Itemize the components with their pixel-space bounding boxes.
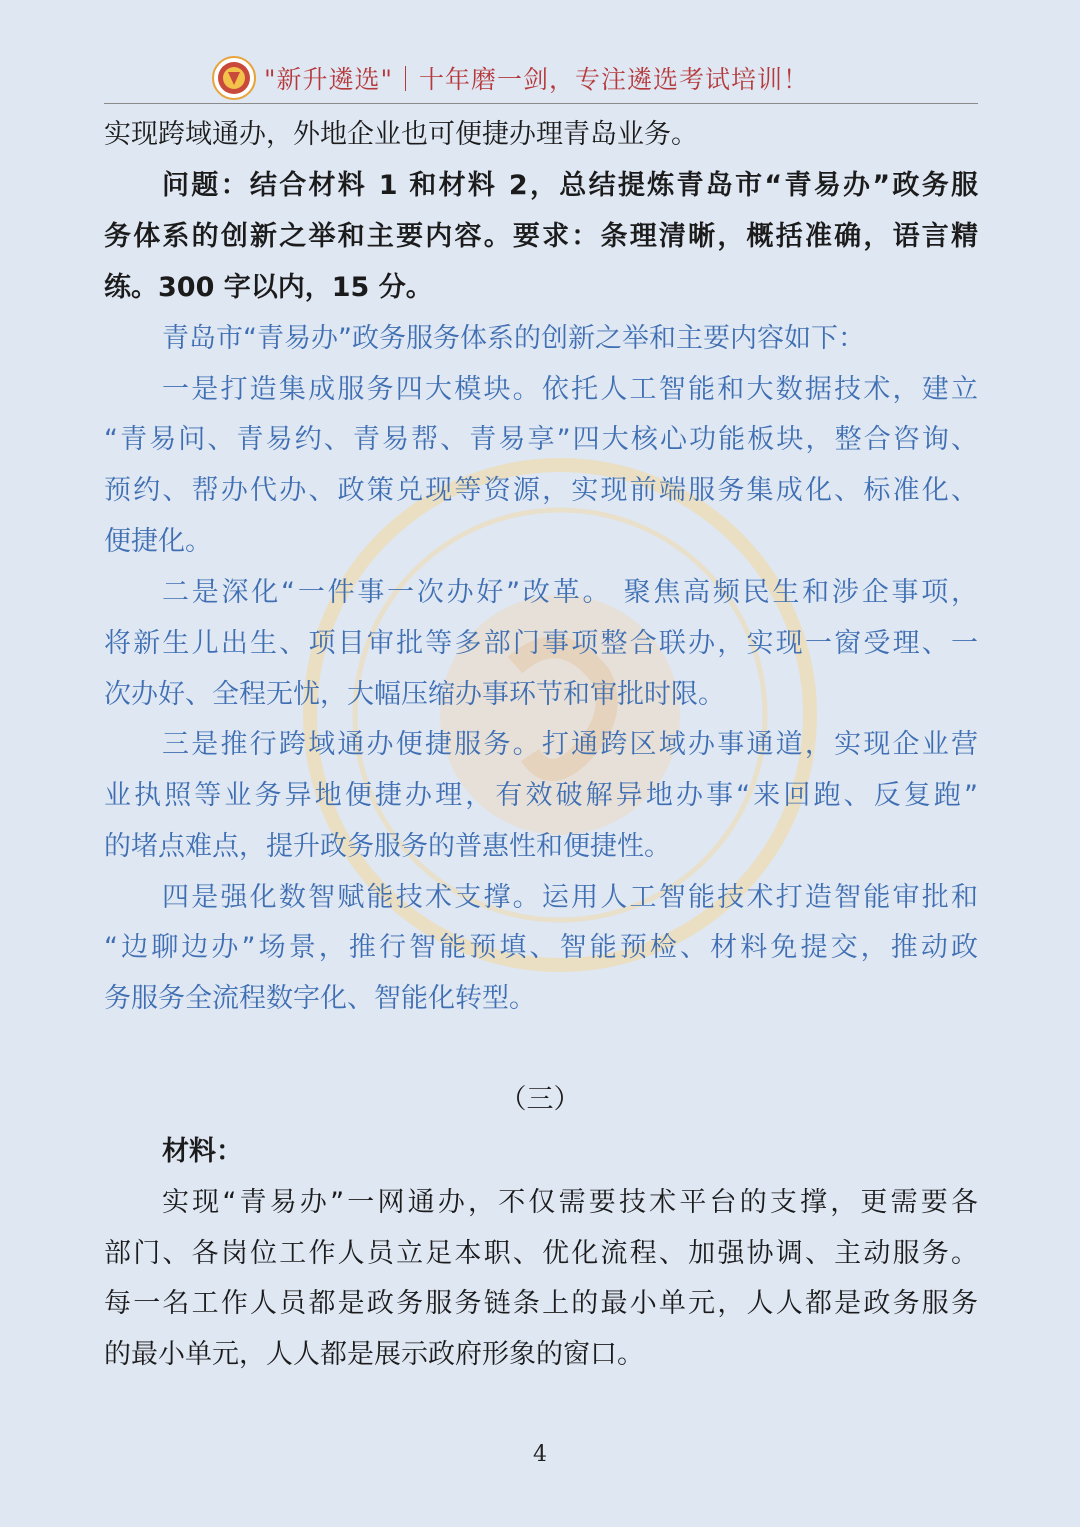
answer-line: 青岛市“青易办”政务服务体系的创新之举和主要内容如下： bbox=[162, 323, 865, 354]
page-number: 4 bbox=[533, 1442, 547, 1467]
answer-line: 二是深化“一件事一次办好”改革。 聚焦高频民生和涉企事项， bbox=[162, 577, 978, 608]
answer-line: 的堵点难点，提升政务服务的普惠性和便捷性。 bbox=[104, 831, 671, 862]
answer-line: 一是打造集成服务四大模块。依托人工智能和大数据技术，建立 bbox=[162, 374, 978, 405]
answer-line: “青易问、青易约、青易帮、青易享”四大核心功能板块，整合咨询、 bbox=[104, 424, 978, 455]
text-line: 的最小单元，人人都是展示政府形象的窗口。 bbox=[104, 1339, 644, 1370]
answer-line: 三是推行跨域通办便捷服务。打通跨区域办事通道，实现企业营 bbox=[162, 729, 978, 760]
section-heading: （三） bbox=[499, 1084, 581, 1115]
answer-line: 业执照等业务异地便捷办理，有效破解异地办事“来回跑、反复跑” bbox=[104, 780, 978, 811]
answer-line: 务服务全流程数字化、智能化转型。 bbox=[104, 983, 536, 1014]
header-divider bbox=[104, 103, 978, 104]
page-header bbox=[212, 56, 809, 100]
answer-line: 便捷化。 bbox=[104, 526, 212, 557]
text-line: 每一名工作人员都是政务服务链条上的最小单元，人人都是政务服务 bbox=[104, 1288, 978, 1319]
answer-line: 将新生儿出生、项目审批等多部门事项整合联办，实现一窗受理、一 bbox=[104, 628, 978, 659]
question-line: 问题：结合材料 1 和材料 2，总结提炼青岛市“青易办”政务服 bbox=[162, 170, 978, 201]
text-line: 实现“青易办”一网通办，不仅需要技术平台的支撑，更需要各 bbox=[162, 1187, 978, 1218]
answer-line: 四是强化数智赋能技术支撑。运用人工智能技术打造智能审批和 bbox=[162, 882, 978, 913]
answer-line: 预约、帮办代办、政策兑现等资源，实现前端服务集成化、标准化、 bbox=[104, 475, 978, 506]
text-line: 部门、各岗位工作人员立足本职、优化流程、加强协调、主动服务。 bbox=[104, 1238, 978, 1269]
material-label: 材料： bbox=[162, 1136, 243, 1167]
seal-logo-icon bbox=[212, 56, 256, 100]
answer-line: “边聊边办”场景，推行智能预填、智能预检、材料免提交，推动政 bbox=[104, 932, 978, 963]
question-line: 练。300 字以内，15 分。 bbox=[104, 272, 433, 303]
text-line: 实现跨域通办，外地企业也可便捷办理青岛业务。 bbox=[104, 119, 698, 150]
header-slogan: "新升遴选"｜十年磨一剑，专注遴选考试培训！ bbox=[264, 65, 809, 94]
question-line: 务体系的创新之举和主要内容。要求：条理清晰，概括准确，语言精 bbox=[104, 221, 978, 252]
answer-line: 次办好、全程无忧，大幅压缩办事环节和审批时限。 bbox=[104, 679, 725, 710]
